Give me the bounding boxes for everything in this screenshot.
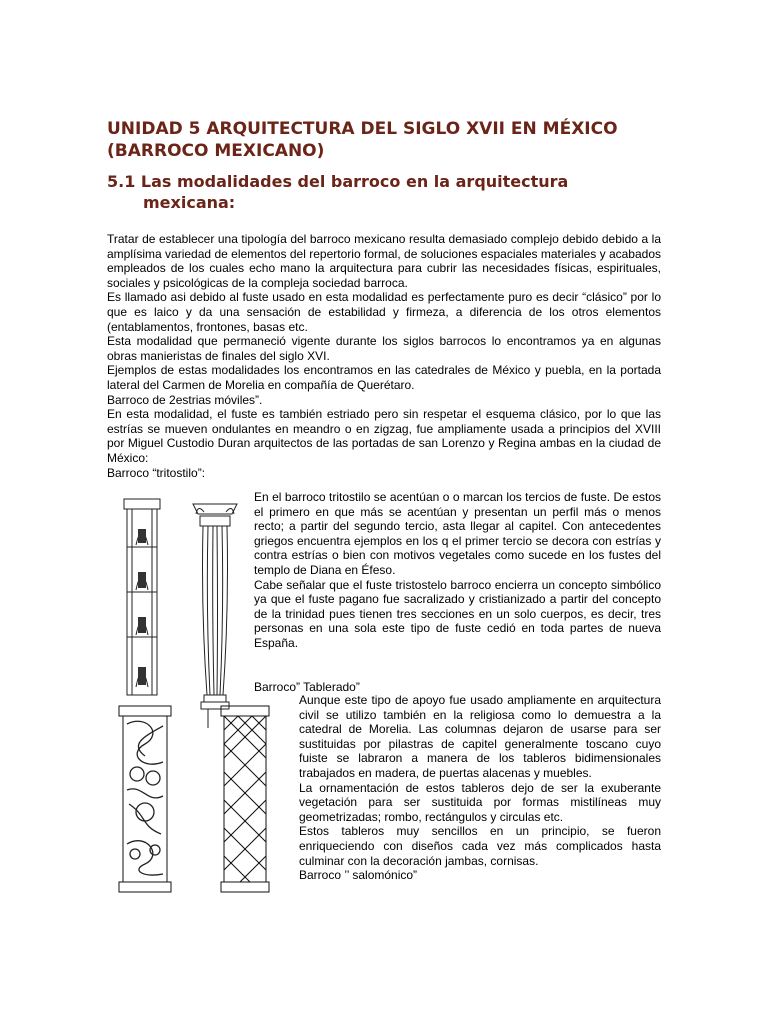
section-heading-line2: mexicana: xyxy=(143,193,236,212)
column-tritostilo-drawing xyxy=(118,497,166,697)
paragraph: Esta modalidad que permaneció vigente durante los siglos barrocos lo encontramos ya en algunas obras manieristas de finales del siglo XVI. xyxy=(107,334,661,363)
tritostilo-text xyxy=(254,490,661,651)
intro-text xyxy=(107,232,661,480)
paragraph: Es llamado asi debido al fuste usado en esta modalidad es perfectamente puro es decir “clásico” por lo que es laico y da una sensación de estabilidad y firmeza, a diferencia de los otros elementos (entablamentos, frontones, basas etc. xyxy=(107,290,661,334)
paragraph: Ejemplos de estas modalidades los encontramos en las catedrales de México y puebla, en la portada lateral del Carmen de Morelia en compañía de Querétaro. xyxy=(107,363,661,392)
section-heading xyxy=(107,171,627,213)
pilaster-ornate-drawing xyxy=(117,704,173,894)
paragraph: En el barroco tritostilo se acentúan o o marcan los tercios de fuste. De estos el primero en que más se acentúan y presentan un perfil más o menos recto; a partir del segundo tercio, asta llegar al capitel. Con antecedentes griegos encuentra ejemplos en los q el primer tercio se decora con estrías y contra estrías o bien con motivos vegetales como sucede en los fustes del templo de Diana en Éfeso. xyxy=(254,490,661,577)
paragraph: Cabe señalar que el fuste tristostelo barroco encierra un concepto simbólico ya que el fuste pagano fue sacralizado y cristianizado a partir del concepto de la trinidad pues tienen tres secciones en un solo cuerpos, es decir, tres personas en una sola este tipo de fuste cedió en toda partes de nueva España. xyxy=(254,577,661,650)
paragraph: Barroco de 2estrias móviles”. xyxy=(107,392,263,407)
tablerado-heading: Barroco” Tablerado” xyxy=(254,680,360,694)
paragraph: Tratar de establecer una tipología del barroco mexicano resulta demasiado complejo debido debido a la amplísima variedad de elementos del repertorio formal, de soluciones espaciales materiales y acabados empleados de los cuales echo mano la arquitectura para cubrir las necesidades físicas, espirituales, sociales y psicológicas de la compleja sociedad barroca. xyxy=(107,232,661,290)
paragraph: La ornamentación de estos tableros dejo de ser la exuberante vegetación para ser sustituida por formas mistilíneas muy geometrizadas; rombo, rectángulos y circulas etc. xyxy=(299,780,661,824)
paragraph: Estos tableros muy sencillos en un principio, se fueron enriqueciendo con diseños cada vez más complicados hasta culminar con la decoración jambas, cornisas. xyxy=(299,824,661,868)
paragraph: En esta modalidad, el fuste es también estriado pero sin respetar el esquema clásico, por lo que las estrías se mueven ondulantes en meandro o en zigzag, fue ampliamente usada a principios del XVIII por Miguel Custodio Duran arquitectos de las portadas de san Lorenzo y Regina ambas en la ciudad de México: xyxy=(107,407,661,465)
paragraph: Barroco ’’ salomónico” xyxy=(299,868,418,883)
paragraph: Aunque este tipo de apoyo fue usado ampliamente en arquitectura civil se utilizo también en la religiosa como lo demuestra a la catedral de Morelia. Las columnas dejaron de usarse para ser sustituidas por pilastras de capitel generalmente toscano cuyo fuiste se labraron a manera de los tableros bidimensionales trabajados en madera, de puertas alacenas y muebles. xyxy=(299,693,661,780)
column-fluted-drawing xyxy=(190,500,240,730)
pilaster-diamond-drawing xyxy=(220,704,270,894)
tablerado-text xyxy=(299,693,661,883)
paragraph: Barroco “tritostilo”: xyxy=(107,465,206,480)
section-heading-line1: 5.1 Las modalidades del barroco en la arquitectura xyxy=(107,172,569,191)
unit-heading: UNIDAD 5 ARQUITECTURA DEL SIGLO XVII EN MÉXICO (BARROCO MEXICANO) xyxy=(107,119,618,161)
